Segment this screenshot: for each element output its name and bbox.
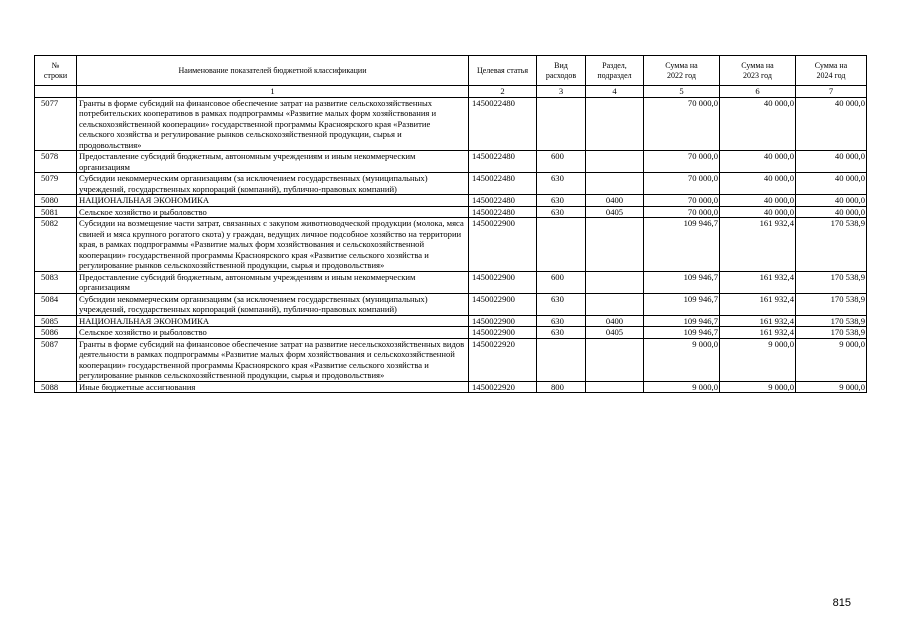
amount-2022: 70 000,0 bbox=[644, 195, 720, 207]
row-name: Иные бюджетные ассигнования bbox=[77, 381, 469, 393]
section-code bbox=[586, 381, 644, 393]
amount-2024: 40 000,0 bbox=[796, 97, 867, 151]
row-name: Сельское хозяйство и рыболовство bbox=[77, 327, 469, 339]
amount-2024: 40 000,0 bbox=[796, 195, 867, 207]
amount-2022: 9 000,0 bbox=[644, 381, 720, 393]
column-number: 3 bbox=[537, 86, 586, 98]
section-code: 0405 bbox=[586, 327, 644, 339]
column-number: 1 bbox=[77, 86, 469, 98]
amount-2022: 70 000,0 bbox=[644, 97, 720, 151]
expense-type: 630 bbox=[537, 206, 586, 218]
header-row-no: № строки bbox=[35, 56, 77, 86]
amount-2023: 40 000,0 bbox=[720, 195, 796, 207]
header-sum-2023: Сумма на 2023 год bbox=[720, 56, 796, 86]
row-number: 5078 bbox=[35, 151, 77, 173]
target-code: 1450022920 bbox=[469, 338, 537, 381]
table-row bbox=[35, 338, 867, 381]
column-number: 2 bbox=[469, 86, 537, 98]
expense-type: 630 bbox=[537, 173, 586, 195]
row-name: НАЦИОНАЛЬНАЯ ЭКОНОМИКА bbox=[77, 315, 469, 327]
header-target: Целевая статья bbox=[469, 56, 537, 86]
amount-2023: 161 932,4 bbox=[720, 218, 796, 272]
table-row bbox=[35, 151, 867, 173]
amount-2022: 70 000,0 bbox=[644, 206, 720, 218]
section-code bbox=[586, 271, 644, 293]
target-code: 1450022480 bbox=[469, 173, 537, 195]
table-row bbox=[35, 97, 867, 151]
amount-2023: 9 000,0 bbox=[720, 381, 796, 393]
section-code bbox=[586, 218, 644, 272]
row-number: 5082 bbox=[35, 218, 77, 272]
row-number: 5079 bbox=[35, 173, 77, 195]
target-code: 1450022920 bbox=[469, 381, 537, 393]
column-numbers-row bbox=[35, 86, 867, 98]
header-exp-type: Вид расходов bbox=[537, 56, 586, 86]
expense-type: 630 bbox=[537, 315, 586, 327]
target-code: 1450022480 bbox=[469, 151, 537, 173]
amount-2023: 9 000,0 bbox=[720, 338, 796, 381]
row-number: 5077 bbox=[35, 97, 77, 151]
header-name: Наименование показателей бюджетной классификации bbox=[77, 56, 469, 86]
column-number: 5 bbox=[644, 86, 720, 98]
amount-2023: 40 000,0 bbox=[720, 173, 796, 195]
section-code bbox=[586, 293, 644, 315]
section-code bbox=[586, 173, 644, 195]
amount-2023: 40 000,0 bbox=[720, 97, 796, 151]
section-code bbox=[586, 338, 644, 381]
section-code bbox=[586, 97, 644, 151]
target-code: 1450022900 bbox=[469, 293, 537, 315]
section-code bbox=[586, 151, 644, 173]
row-number: 5085 bbox=[35, 315, 77, 327]
amount-2023: 40 000,0 bbox=[720, 206, 796, 218]
row-name: Гранты в форме субсидий на финансовое обеспечение затрат на развитие сельскохозяйственных потребительских кооперативов в рамках подпрограммы «Развитие малых форм хозяйствования и сельскохозяйственной кооперации» государственной программы Красноярского края «Развитие сельского хозяйства и регулирование рынков сельскохозяйственной продукции, сырья и продовольствия» bbox=[77, 97, 469, 151]
amount-2024: 170 538,9 bbox=[796, 327, 867, 339]
column-number: 7 bbox=[796, 86, 867, 98]
row-number: 5083 bbox=[35, 271, 77, 293]
amount-2024: 40 000,0 bbox=[796, 173, 867, 195]
amount-2023: 161 932,4 bbox=[720, 327, 796, 339]
amount-2023: 161 932,4 bbox=[720, 315, 796, 327]
table-row bbox=[35, 293, 867, 315]
target-code: 1450022480 bbox=[469, 97, 537, 151]
expense-type: 630 bbox=[537, 293, 586, 315]
header-row bbox=[35, 56, 867, 86]
expense-type bbox=[537, 97, 586, 151]
row-name: Предоставление субсидий бюджетным, автономным учреждениям и иным некоммерческим организациям bbox=[77, 271, 469, 293]
amount-2023: 40 000,0 bbox=[720, 151, 796, 173]
amount-2024: 170 538,9 bbox=[796, 293, 867, 315]
row-name: НАЦИОНАЛЬНАЯ ЭКОНОМИКА bbox=[77, 195, 469, 207]
row-name: Сельское хозяйство и рыболовство bbox=[77, 206, 469, 218]
amount-2022: 109 946,7 bbox=[644, 315, 720, 327]
amount-2024: 9 000,0 bbox=[796, 381, 867, 393]
row-number: 5084 bbox=[35, 293, 77, 315]
section-code: 0400 bbox=[586, 315, 644, 327]
header-section: Раздел, подраздел bbox=[586, 56, 644, 86]
table-row bbox=[35, 206, 867, 218]
amount-2022: 70 000,0 bbox=[644, 173, 720, 195]
expense-type: 600 bbox=[537, 151, 586, 173]
amount-2024: 170 538,9 bbox=[796, 271, 867, 293]
amount-2024: 40 000,0 bbox=[796, 206, 867, 218]
amount-2024: 40 000,0 bbox=[796, 151, 867, 173]
target-code: 1450022900 bbox=[469, 218, 537, 272]
table-row bbox=[35, 173, 867, 195]
header-sum-2024: Сумма на 2024 год bbox=[796, 56, 867, 86]
target-code: 1450022900 bbox=[469, 327, 537, 339]
amount-2024: 170 538,9 bbox=[796, 218, 867, 272]
table-row bbox=[35, 315, 867, 327]
amount-2023: 161 932,4 bbox=[720, 271, 796, 293]
amount-2024: 170 538,9 bbox=[796, 315, 867, 327]
amount-2022: 109 946,7 bbox=[644, 327, 720, 339]
amount-2022: 9 000,0 bbox=[644, 338, 720, 381]
amount-2023: 161 932,4 bbox=[720, 293, 796, 315]
expense-type: 600 bbox=[537, 271, 586, 293]
expense-type bbox=[537, 218, 586, 272]
amount-2022: 109 946,7 bbox=[644, 271, 720, 293]
row-number: 5080 bbox=[35, 195, 77, 207]
expense-type: 800 bbox=[537, 381, 586, 393]
table-row bbox=[35, 195, 867, 207]
row-name: Субсидии на возмещение части затрат, связанных с закупом животноводческой продукции (молока, мяса свиней и мяса крупного рогатого скота) у граждан, ведущих личное подсобное хозяйство на территории края, в рамках подпрограммы «Развитие малых форм хозяйствования и сельскохозяйственной кооперации» государственной программы Красноярского края «Развитие сельского хозяйства и регулирование рынков сельскохозяйственной продукции, сырья и продовольствия» bbox=[77, 218, 469, 272]
section-code: 0400 bbox=[586, 195, 644, 207]
row-name: Субсидии некоммерческим организациям (за исключением государственных (муниципальных) учреждений, государственных корпораций (компаний), публично-правовых компаний) bbox=[77, 293, 469, 315]
amount-2024: 9 000,0 bbox=[796, 338, 867, 381]
budget-table bbox=[34, 55, 867, 393]
header-sum-2022: Сумма на 2022 год bbox=[644, 56, 720, 86]
amount-2022: 109 946,7 bbox=[644, 293, 720, 315]
table-row bbox=[35, 271, 867, 293]
row-number: 5086 bbox=[35, 327, 77, 339]
table-row bbox=[35, 327, 867, 339]
expense-type bbox=[537, 338, 586, 381]
table-row bbox=[35, 218, 867, 272]
row-number: 5088 bbox=[35, 381, 77, 393]
amount-2022: 109 946,7 bbox=[644, 218, 720, 272]
row-number: 5081 bbox=[35, 206, 77, 218]
row-name: Предоставление субсидий бюджетным, автономным учреждениям и иным некоммерческим организациям bbox=[77, 151, 469, 173]
column-number bbox=[35, 86, 77, 98]
target-code: 1450022480 bbox=[469, 195, 537, 207]
amount-2022: 70 000,0 bbox=[644, 151, 720, 173]
target-code: 1450022480 bbox=[469, 206, 537, 218]
table-row bbox=[35, 381, 867, 393]
column-number: 4 bbox=[586, 86, 644, 98]
expense-type: 630 bbox=[537, 195, 586, 207]
row-name: Субсидии некоммерческим организациям (за исключением государственных (муниципальных) учреждений, государственных корпораций (компаний), публично-правовых компаний) bbox=[77, 173, 469, 195]
section-code: 0405 bbox=[586, 206, 644, 218]
row-name: Гранты в форме субсидий на финансовое обеспечение затрат на развитие несельскохозяйственных видов деятельности в рамках подпрограммы «Развитие малых форм хозяйствования и сельскохозяйственной кооперации» государственной программы Красноярского края «Развитие сельского хозяйства и регулирование рынков сельскохозяйственной продукции, сырья и продовольствия» bbox=[77, 338, 469, 381]
expense-type: 630 bbox=[537, 327, 586, 339]
target-code: 1450022900 bbox=[469, 315, 537, 327]
row-number: 5087 bbox=[35, 338, 77, 381]
column-number: 6 bbox=[720, 86, 796, 98]
target-code: 1450022900 bbox=[469, 271, 537, 293]
page-number: 815 bbox=[832, 597, 851, 609]
